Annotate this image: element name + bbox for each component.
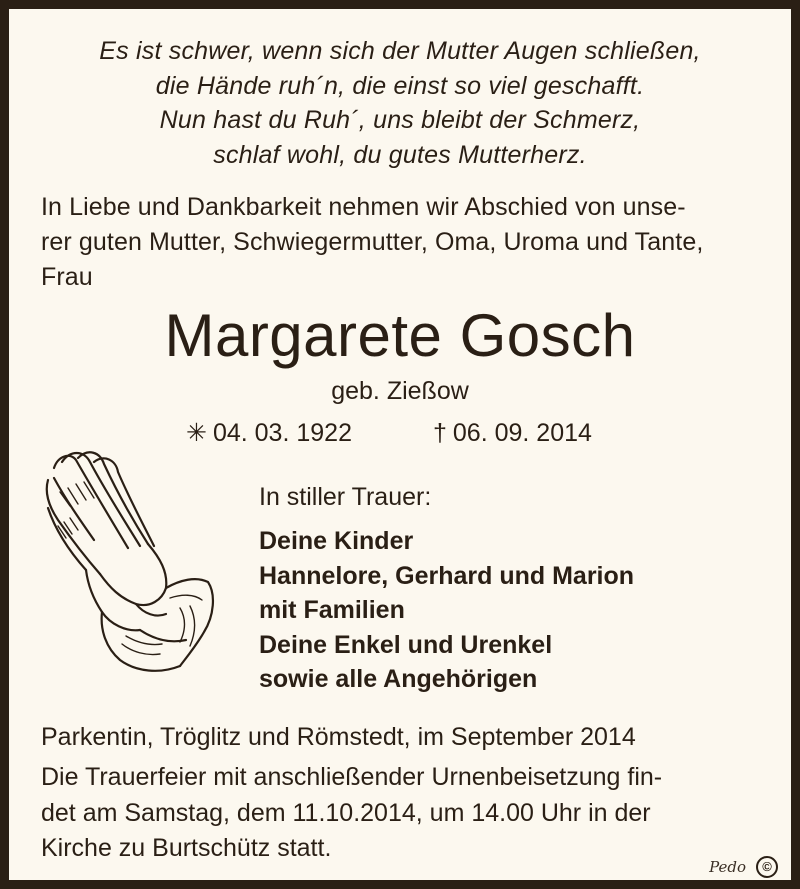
service-line: Kirche zu Burtschütz statt. xyxy=(41,834,332,862)
birth-date-group xyxy=(186,415,352,451)
copyright-icon: © xyxy=(756,856,778,878)
footer xyxy=(709,855,778,879)
mourners-intro: In stiller Trauer: xyxy=(259,483,432,511)
place-date: Parkentin, Tröglitz und Römstedt, im September 2014 xyxy=(41,723,636,751)
mourner-group: sowie alle Angehörigen xyxy=(259,665,538,693)
mourners-block xyxy=(259,480,759,697)
mourner-group: Hannelore, Gerhard und Marion xyxy=(259,561,635,590)
intro-text xyxy=(41,190,771,295)
poem-line: schlaf wohl, du gutes Mutterherz. xyxy=(213,140,587,169)
death-cross-icon: † xyxy=(433,419,447,447)
poem-line: die Hände ruh´n, die einst so viel geschafft. xyxy=(155,71,645,100)
service-line: Die Trauerfeier mit anschließender Urnenbeisetzung fin- xyxy=(41,763,663,791)
death-date-group xyxy=(433,415,592,451)
poem xyxy=(20,34,780,172)
funeral-service-text xyxy=(41,760,771,867)
service-line: det am Samstag, dem 11.10.2014, um 14.00 Uhr in der xyxy=(41,798,651,827)
death-date: 06. 09. 2014 xyxy=(452,419,592,447)
poem-line: Nun hast du Ruh´, uns bleibt der Schmerz, xyxy=(159,106,641,134)
praying-hands-icon xyxy=(40,448,215,678)
designer-signature: Pedo xyxy=(709,858,746,876)
mourner-group: Deine Enkel und Urenkel xyxy=(259,630,553,659)
birth-star-icon: ✳ xyxy=(186,419,207,447)
life-dates xyxy=(0,415,800,451)
mourner-group: Deine Kinder xyxy=(259,527,414,555)
mourner-group: mit Familien xyxy=(259,596,405,624)
intro-line: Frau xyxy=(41,263,93,291)
intro-line: In Liebe und Dankbarkeit nehmen wir Abschied von unse- xyxy=(41,193,686,221)
poem-line: Es ist schwer, wenn sich der Mutter Augen schließen, xyxy=(99,37,701,65)
birth-date: 04. 03. 1922 xyxy=(212,419,352,447)
deceased-name: Margarete Gosch xyxy=(164,302,636,369)
maiden-name: geb. Zießow xyxy=(331,377,469,405)
intro-line: rer guten Mutter, Schwiegermutter, Oma, Uroma und Tante, xyxy=(41,228,704,256)
